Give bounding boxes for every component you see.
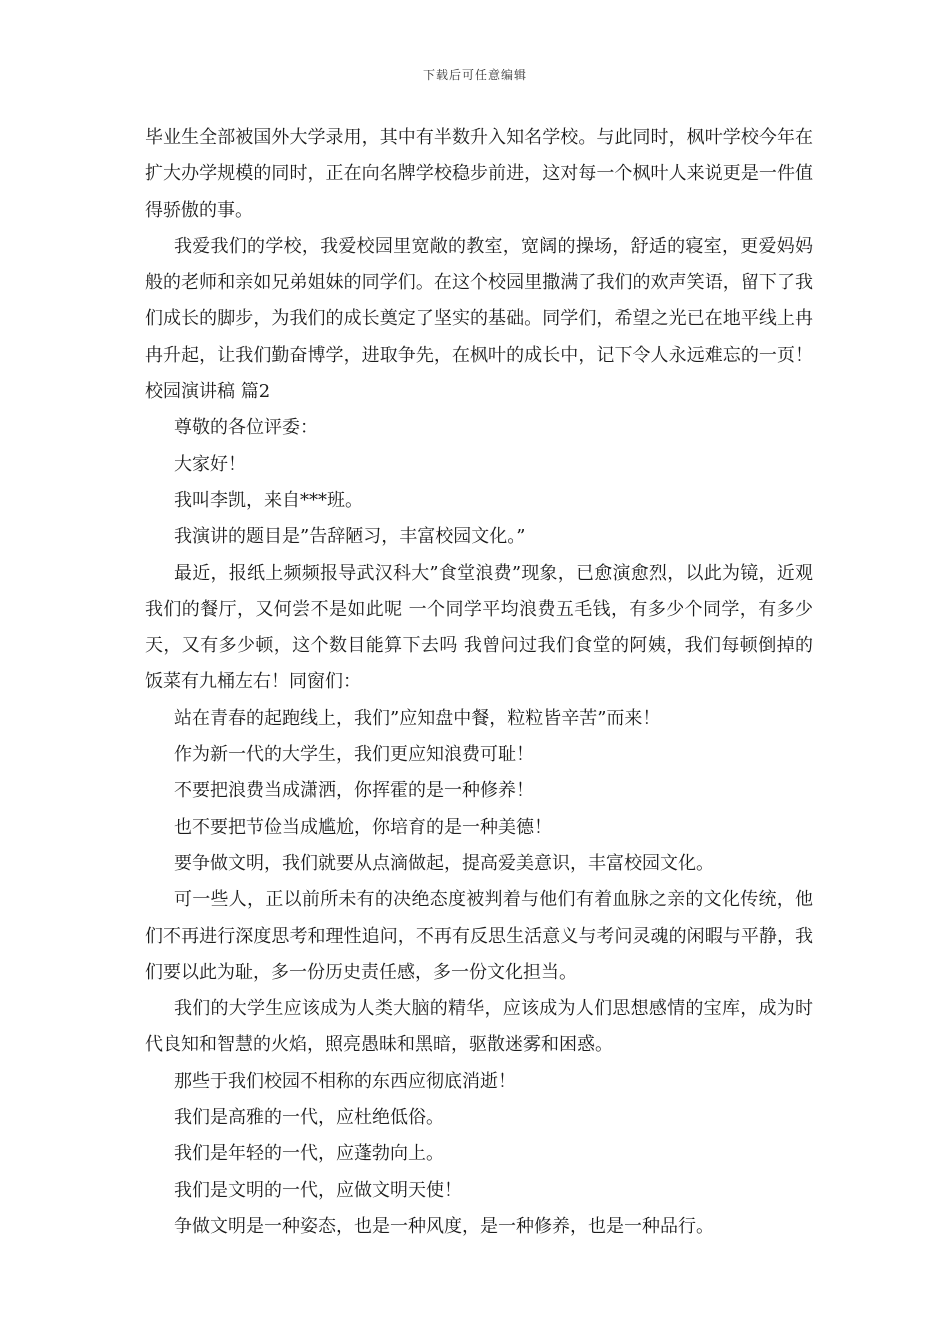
paragraph: 我们是高雅的一代，应杜绝低俗。 bbox=[174, 1107, 444, 1129]
paragraph: 我叫李凯，来自***班。 bbox=[174, 489, 363, 511]
document-body bbox=[145, 120, 813, 1245]
paragraph: 也不要把节俭当成尴尬，你培育的是一种美德！ bbox=[174, 816, 552, 838]
paragraph: 我爱我们的学校，我爱校园里宽敞的教室，宽阔的操场，舒适的寝室，更爱妈妈般的老师和亲如兄弟姐妹的同学们。在这个校园里撒满了我们的欢声笑语，留下了我们成长的脚步，为我们的成长奠定了坚实的基础。同学们，希望之光已在地平线上冉冉升起，让我们勤奋博学，进取争先，在枫叶的成长中，记下令人永远难忘的一页！校园演讲稿 篇2 bbox=[145, 235, 813, 403]
paragraph: 毕业生全部被国外大学录用，其中有半数升入知名学校。与此同时，枫叶学校今年在扩大办学规模的同时，正在向名牌学校稳步前进，这对每一个枫叶人来说更是一件值得骄傲的事。 bbox=[145, 127, 813, 221]
paragraph: 那些于我们校园不相称的东西应彻底消逝！ bbox=[174, 1070, 516, 1092]
paragraph: 最近，报纸上频频报导武汉科大”食堂浪费”现象，已愈演愈烈，以此为镜，近观我们的餐厅，又何尝不是如此呢 一个同学平均浪费五毛钱，有多少个同学，有多少天，又有多少顿，这个数目能算下去吗 我曾问过我们食堂的阿姨，我们每顿倒掉的饭菜有九桶左右！同窗们： bbox=[145, 562, 813, 693]
paragraph: 我演讲的题目是”告辞陋习，丰富校园文化。” bbox=[174, 526, 526, 548]
paragraph: 大家好！ bbox=[174, 453, 246, 475]
paragraph: 尊敬的各位评委： bbox=[174, 417, 318, 439]
paragraph: 可一些人，正以前所未有的决绝态度被判着与他们有着血脉之亲的文化传统，他们不再进行深度思考和理性追问，不再有反思生活意义与考问灵魂的闲暇与平静，我们要以此为耻，多一份历史责任感，多一份文化担当。 bbox=[145, 889, 813, 983]
paragraph: 作为新一代的大学生，我们更应知浪费可耻！ bbox=[174, 744, 534, 766]
paragraph: 争做文明是一种姿态，也是一种风度，是一种修养，也是一种品行。 bbox=[174, 1215, 714, 1237]
paragraph: 我们是年轻的一代，应蓬勃向上。 bbox=[174, 1143, 444, 1165]
paragraph: 要争做文明，我们就要从点滴做起，提高爱美意识，丰富校园文化。 bbox=[174, 852, 714, 874]
page-header: 下载后可任意编辑 bbox=[422, 68, 527, 82]
paragraph: 我们的大学生应该成为人类大脑的精华，应该成为人们思想感情的宝库，成为时代良知和智慧的火焰，照亮愚昧和黑暗，驱散迷雾和困惑。 bbox=[145, 998, 813, 1056]
paragraph: 我们是文明的一代，应做文明天使！ bbox=[174, 1179, 462, 1201]
paragraph: 不要把浪费当成潇洒，你挥霍的是一种修养！ bbox=[174, 780, 534, 802]
paragraph: 站在青春的起跑线上，我们”应知盘中餐，粒粒皆辛苦”而来！ bbox=[174, 707, 661, 729]
